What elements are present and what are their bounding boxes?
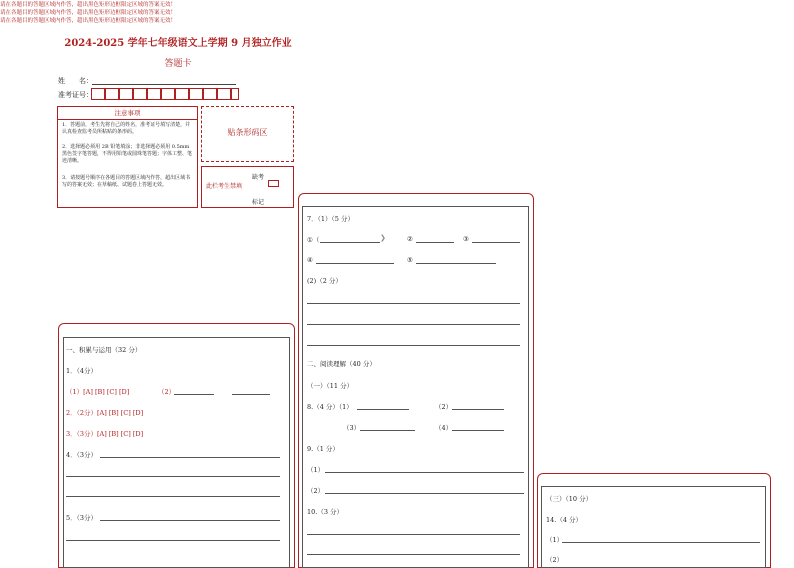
absent-box xyxy=(201,166,294,208)
q14-part1: （1） xyxy=(546,536,564,544)
answer-line[interactable] xyxy=(307,554,520,555)
q7-sub2-label: (2)（2 分） xyxy=(307,277,342,285)
q14-label: 14.（4 分） xyxy=(546,516,583,524)
answer-line[interactable] xyxy=(307,303,520,304)
id-label: 准考证号： xyxy=(58,91,93,99)
absent-left-label: 此栏考生禁填 xyxy=(206,183,243,190)
answer-line[interactable] xyxy=(232,394,270,395)
q9-part1: （1） xyxy=(307,466,325,474)
page-subtitle: 答题卡 xyxy=(164,59,192,69)
q7-item-4: ④ xyxy=(307,256,313,264)
q4-label: 4．（3分） xyxy=(66,451,98,459)
id-box[interactable] xyxy=(175,88,189,100)
notice-item: 3．请按题号顺序在各题目的答题区域内作答，超出区域书写的答案无效；在草稿纸、试题卷上答题无效。 xyxy=(62,175,191,188)
part-3-title: （三）（10 分） xyxy=(546,495,593,503)
answer-line[interactable] xyxy=(66,540,280,541)
absent-checkbox[interactable] xyxy=(268,180,279,187)
warning-text: 请在各题目的答题区域内作答，超出黑色矩形边框限定区域的答案无效！ xyxy=(0,18,177,24)
q8-label: 8.（4 分）（1） xyxy=(307,403,353,411)
section-1-title: 一、积累与运用（32 分） xyxy=(66,346,142,354)
q7-label: 7．（1）（5 分） xyxy=(307,215,354,223)
q3-options[interactable]: 3．（3分）[A] [B] [C] [D] xyxy=(66,430,144,438)
page-title: 2024-2025 学年七年级语文上学期 9 月独立作业 xyxy=(64,38,292,49)
answer-line[interactable] xyxy=(416,242,454,243)
answer-line[interactable] xyxy=(325,472,524,473)
notice-item: 1．答题前，考生先将自己的姓名，准考证号填写清楚，并认真检查监考员所粘贴的条形码。 xyxy=(62,122,191,135)
q7-item-5: ⑤ xyxy=(407,256,413,264)
id-box[interactable] xyxy=(133,88,147,100)
part-1-title: （一）（11 分） xyxy=(307,382,354,390)
q7-item-2: ② xyxy=(407,235,413,243)
absent-top-label: 缺考 xyxy=(252,174,265,181)
id-box[interactable] xyxy=(147,88,161,100)
answer-line[interactable] xyxy=(357,409,409,410)
id-box[interactable] xyxy=(217,88,231,100)
q1-options[interactable]: （1）[A] [B] [C] [D] xyxy=(66,388,130,396)
answer-line[interactable] xyxy=(472,242,520,243)
id-box[interactable] xyxy=(105,88,119,100)
barcode-area xyxy=(201,106,294,162)
id-box[interactable] xyxy=(189,88,203,100)
q1-part2-label: （2） xyxy=(158,388,176,396)
section-2-title: 二、阅读理解（40 分） xyxy=(307,360,376,368)
answer-line[interactable] xyxy=(66,496,280,497)
id-box[interactable] xyxy=(91,88,105,100)
q1-label: 1．（4分） xyxy=(66,367,98,375)
id-box[interactable] xyxy=(161,88,175,100)
q9-label: 9.（1 分） xyxy=(307,445,339,453)
answer-line[interactable] xyxy=(562,542,760,543)
answer-line[interactable] xyxy=(174,394,214,395)
answer-line[interactable] xyxy=(316,263,394,264)
answer-line[interactable] xyxy=(320,242,380,243)
q2-options[interactable]: 2．（2分）[A] [B] [C] [D] xyxy=(66,409,144,417)
warning-text: 请在各题目的答题区域内作答，超出黑色矩形边框限定区域的答案无效！ xyxy=(0,2,177,8)
answer-line[interactable] xyxy=(100,520,280,521)
q8-part4: （4） xyxy=(435,424,453,432)
barcode-label: 贴条形码区 xyxy=(227,128,268,137)
q7-item-1: ①（ xyxy=(307,236,320,244)
answer-line[interactable] xyxy=(416,263,496,264)
absent-bottom-label: 标记 xyxy=(252,199,265,206)
notice-item: 2．选择题必须用 2B 铅笔填涂；非选择题必须用 0.5mm 黑色签字笔答题，不得用铅笔或圆珠笔答题；字体工整、笔迹清晰。 xyxy=(62,144,193,164)
notice-box xyxy=(57,106,198,208)
notice-title: 注意事项 xyxy=(58,107,197,120)
answer-line[interactable] xyxy=(360,430,415,431)
id-box[interactable] xyxy=(231,88,239,100)
answer-line[interactable] xyxy=(307,534,520,535)
answer-line[interactable] xyxy=(307,345,520,346)
q8-part2: （2） xyxy=(435,403,453,411)
q10-label: 10.（3 分） xyxy=(307,508,344,516)
q7-item-3: ③ xyxy=(463,235,469,243)
name-field[interactable] xyxy=(92,76,236,85)
id-box[interactable] xyxy=(119,88,133,100)
answer-line[interactable] xyxy=(66,476,280,477)
answer-line[interactable] xyxy=(452,430,504,431)
q8-part3: （3） xyxy=(343,424,361,432)
id-box[interactable] xyxy=(203,88,217,100)
q9-part2: （2） xyxy=(307,487,325,495)
q14-part2: （2） xyxy=(546,556,564,564)
answer-line[interactable] xyxy=(452,409,504,410)
arrow-icon: ❯ xyxy=(380,234,386,242)
warning-text: 请在各题目的答题区域内作答，超出黑色矩形边框限定区域的答案无效！ xyxy=(0,10,177,16)
answer-line[interactable] xyxy=(100,457,280,458)
answer-line[interactable] xyxy=(307,324,520,325)
q5-label: 5．（3分） xyxy=(66,514,98,522)
name-label: 姓 名： xyxy=(58,77,93,85)
answer-area-1 xyxy=(63,337,290,568)
answer-line[interactable] xyxy=(325,493,524,494)
